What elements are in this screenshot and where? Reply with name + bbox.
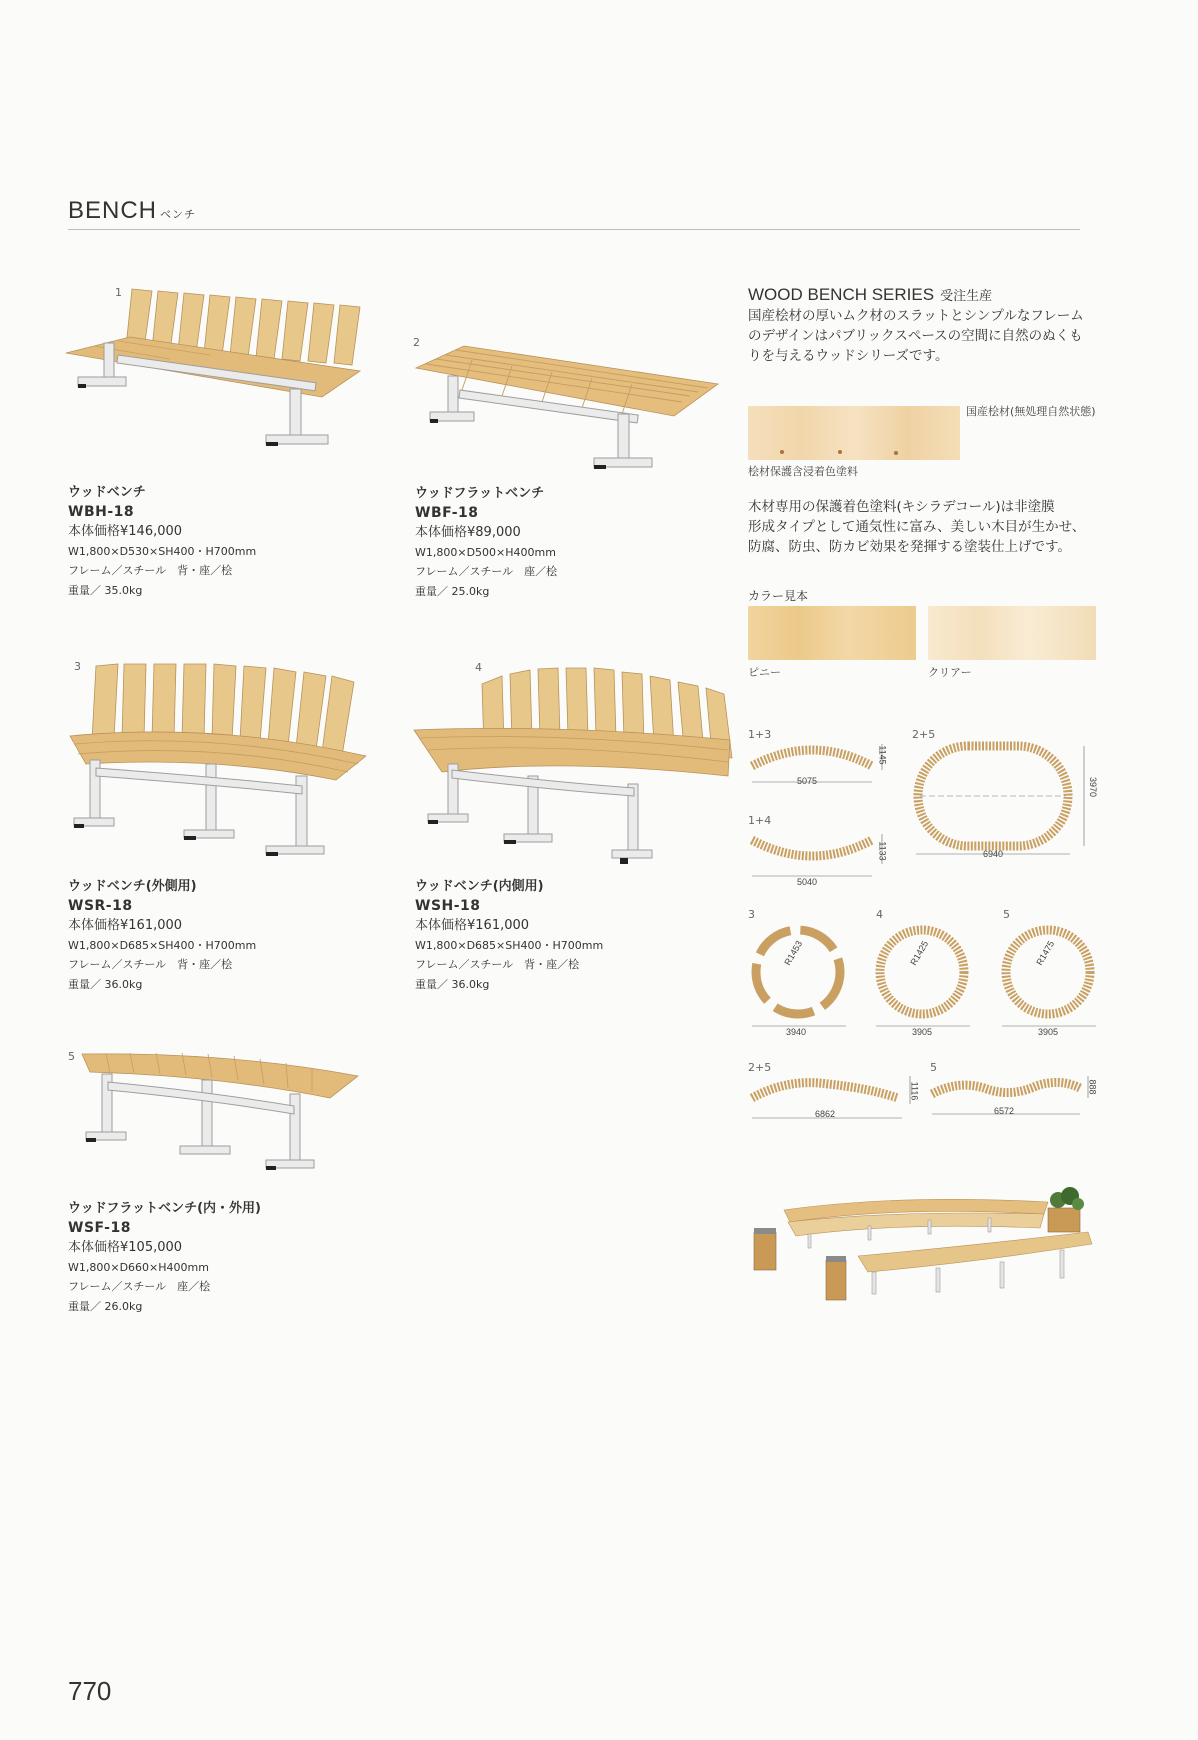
product-material: フレーム／スチール 背・座／桧 <box>68 564 233 577</box>
layout-diagram-1-3 <box>748 740 888 790</box>
product-size: W1,800×D500×H400mm <box>415 545 556 559</box>
product-model: WBF-18 <box>415 504 479 521</box>
product-weight: 重量／ 36.0kg <box>415 977 490 991</box>
layout-dim: 1145 <box>877 745 888 765</box>
product-number: 5 <box>68 1050 75 1063</box>
layout-diagram-5-wave <box>928 1074 1098 1124</box>
color-name: ピニー <box>748 666 781 679</box>
layout-label: 5 <box>1003 908 1010 921</box>
product-name: ウッドベンチ(外側用) <box>68 879 197 894</box>
layout-dim: 3905 <box>912 1027 933 1037</box>
sample-caption-right: 国産桧材(無処理自然状態) <box>966 405 1096 418</box>
layout-dim: 888 <box>1087 1079 1098 1095</box>
layout-label: 1+4 <box>748 814 772 827</box>
sample-caption-below: 桧材保護含浸着色塗料 <box>748 465 858 478</box>
section-title: BENCH <box>68 197 158 224</box>
layout-diagram-2-5-oval <box>910 742 1095 857</box>
product-number: 4 <box>475 661 482 674</box>
layout-dim: R1453 <box>782 939 805 967</box>
product-name: ウッドベンチ(内側用) <box>415 879 544 894</box>
product-info-wbh <box>68 483 256 600</box>
header-rule <box>68 229 1080 230</box>
bench-image-wsf <box>80 1048 360 1178</box>
product-material: フレーム／スチール 座／桧 <box>415 565 558 578</box>
desc-line: りを与えるウッドシリーズです。 <box>748 348 949 364</box>
product-number: 2 <box>413 336 420 349</box>
product-number: 3 <box>74 660 81 673</box>
product-size: W1,800×D660×H400mm <box>68 1260 209 1274</box>
coating-description <box>748 497 1085 557</box>
coating-line: 形成タイプとして通気性に富み、美しい木目が生かせ、 <box>748 519 1086 535</box>
layout-dim: 3940 <box>786 1027 807 1037</box>
layout-diagram-3-circle <box>748 920 858 1035</box>
coating-line: 木材専用の保護着色塗料(キシラデコール)は非塗膜 <box>748 499 1055 515</box>
product-model: WSF-18 <box>68 1219 131 1236</box>
product-model: WBH-18 <box>68 503 135 520</box>
layout-dim: 1116 <box>909 1081 920 1101</box>
installation-photo <box>748 1188 1098 1313</box>
bench-image-wsh <box>412 664 742 864</box>
layout-label: 3 <box>748 908 755 921</box>
page-title <box>68 197 196 225</box>
product-price: 本体価格¥89,000 <box>415 525 521 540</box>
layout-diagram-1-4 <box>748 832 888 882</box>
color-sample-title: カラー見本 <box>748 589 809 603</box>
layout-label: 2+5 <box>748 1061 772 1074</box>
product-price: 本体価格¥105,000 <box>68 1240 183 1255</box>
layout-dim: 6862 <box>815 1109 836 1119</box>
layout-diagram-5-circle <box>998 920 1108 1035</box>
product-weight: 重量／ 35.0kg <box>68 583 143 597</box>
bench-image-wsr <box>66 660 406 860</box>
product-material: フレーム／スチール 座／桧 <box>68 1280 211 1293</box>
product-number: 1 <box>115 286 122 299</box>
color-swatch-piny <box>748 606 916 660</box>
product-size: W1,800×D685×SH400・H700mm <box>68 938 257 952</box>
section-subtitle: ベンチ <box>160 209 197 221</box>
product-model: WSR-18 <box>68 897 133 914</box>
color-swatch-clear <box>928 606 1096 660</box>
product-material: フレーム／スチール 背・座／桧 <box>68 958 233 971</box>
product-info-wsf <box>68 1199 261 1316</box>
layout-dim: 5075 <box>797 776 818 786</box>
series-description <box>748 306 1084 366</box>
bench-image-wbh <box>60 285 390 500</box>
layout-label: 2+5 <box>912 728 936 741</box>
desc-line: のデザインはパブリックスペースの空間に自然のぬくも <box>748 328 1083 344</box>
product-weight: 重量／ 26.0kg <box>68 1299 143 1313</box>
color-name: クリアー <box>928 666 972 679</box>
layout-label: 4 <box>876 908 883 921</box>
layout-dim: 6940 <box>983 849 1004 859</box>
product-price: 本体価格¥161,000 <box>68 918 183 933</box>
layout-diagram-4-circle <box>872 920 982 1035</box>
bench-image-wbf <box>412 340 722 500</box>
product-material: フレーム／スチール 背・座／桧 <box>415 958 580 971</box>
page-number: 770 <box>68 1676 112 1706</box>
product-price: 本体価格¥161,000 <box>415 918 530 933</box>
product-name: ウッドベンチ <box>68 485 146 500</box>
product-info-wbf <box>415 484 557 601</box>
product-weight: 重量／ 25.0kg <box>415 584 490 598</box>
wood-sample-knots <box>748 406 960 460</box>
product-weight: 重量／ 36.0kg <box>68 977 143 991</box>
layout-dim: 6572 <box>994 1106 1015 1116</box>
series-title-text: WOOD BENCH SERIES <box>748 285 935 304</box>
product-info-wsr <box>68 877 256 994</box>
layout-dim: 3970 <box>1088 776 1099 798</box>
product-size: W1,800×D530×SH400・H700mm <box>68 544 257 558</box>
layout-dim: 5040 <box>797 877 818 887</box>
desc-line: 国産桧材の厚いムク材のスラットとシンプルなフレーム <box>748 308 1084 324</box>
layout-dim: 3905 <box>1038 1027 1059 1037</box>
product-name: ウッドフラットベンチ(内・外用) <box>68 1201 261 1216</box>
coating-line: 防腐、防虫、防カビ効果を発揮する塗装仕上げです。 <box>748 539 1071 555</box>
product-info-wsh <box>415 877 603 994</box>
layout-label: 1+3 <box>748 728 772 741</box>
layout-label: 5 <box>930 1061 937 1074</box>
product-price: 本体価格¥146,000 <box>68 524 183 539</box>
product-name: ウッドフラットベンチ <box>415 486 545 501</box>
product-model: WSH-18 <box>415 897 481 914</box>
product-size: W1,800×D685×SH400・H700mm <box>415 938 604 952</box>
layout-dim: R1475 <box>1034 939 1057 967</box>
layout-dim: R1425 <box>908 939 931 967</box>
layout-dim: 1133 <box>877 841 888 861</box>
series-title-tag: 受注生産 <box>940 288 993 303</box>
series-title <box>748 285 992 305</box>
